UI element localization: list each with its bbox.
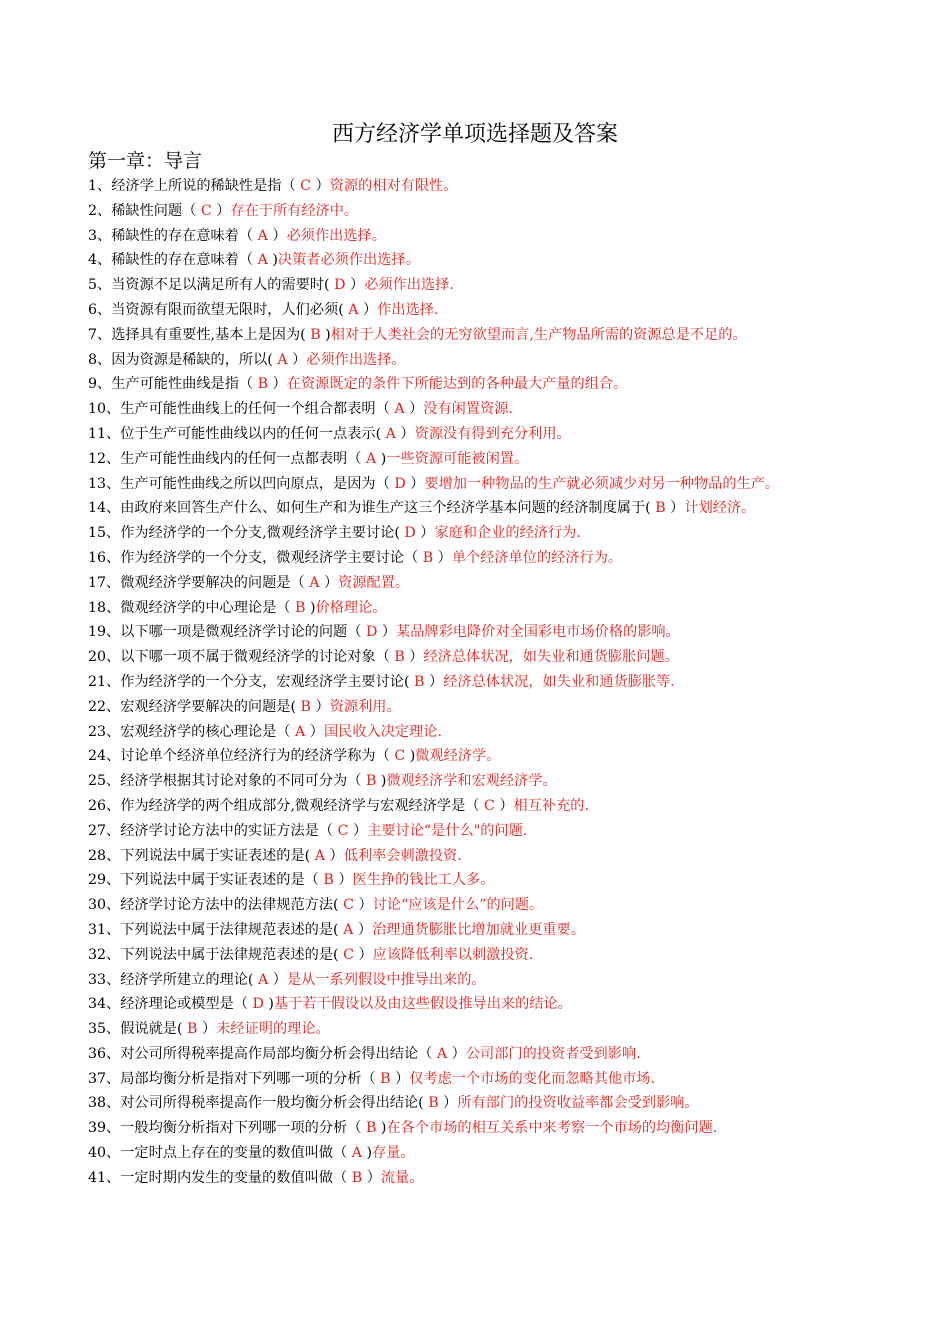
question-item xyxy=(88,571,884,596)
answer-text: 单个经济单位的经济行为。 xyxy=(451,549,623,566)
question-stem: 18、微观经济学的中心理论是（ xyxy=(88,599,291,616)
question-stem: 34、经济理论或模型是（ xyxy=(88,996,248,1013)
question-bracket: ） xyxy=(410,475,425,492)
question-stem: 4、稀缺性的存在意味着（ xyxy=(88,252,254,269)
answer-text: 家庭和企业的经济行为. xyxy=(434,525,581,542)
question-item xyxy=(88,794,884,819)
question-bracket: ） xyxy=(395,1070,410,1087)
answer-letter: C xyxy=(196,202,217,219)
question-bracket: ） xyxy=(366,1169,381,1186)
answer-text: 低利率会刺激投资. xyxy=(343,847,462,864)
answer-letter: B xyxy=(318,872,339,889)
answer-text: 基于若干假设以及由这些假设推导出来的结论。 xyxy=(273,996,572,1013)
question-item xyxy=(88,1116,884,1141)
question-bracket: ) xyxy=(272,252,278,269)
answer-letter: B xyxy=(375,1070,396,1087)
document-title: 西方经济学单项选择题及答案 xyxy=(331,122,618,147)
question-item xyxy=(88,1141,884,1166)
answer-letter: C xyxy=(333,822,353,839)
question-bracket: ） xyxy=(358,897,373,914)
question-item xyxy=(88,248,884,273)
answer-text: 价格理论。 xyxy=(315,599,387,616)
answer-letter: C xyxy=(479,797,500,814)
question-item xyxy=(88,1017,884,1042)
answer-letter: A xyxy=(361,450,381,467)
answer-letter: A xyxy=(253,971,273,988)
answer-letter: D xyxy=(247,996,269,1013)
question-bracket: ） xyxy=(443,1095,458,1112)
answer-letter: B xyxy=(361,1120,381,1137)
answer-letter: B xyxy=(423,1095,444,1112)
question-bracket: ) xyxy=(268,996,274,1013)
answer-text: 治理通货膨胀比增加就业更重要。 xyxy=(372,921,585,938)
answer-text: 相互补充的. xyxy=(513,797,589,814)
question-stem: 29、下列说法中属于实证表述的是（ xyxy=(88,872,319,889)
answer-text: 讨论“应该是什么”的问题。 xyxy=(372,897,544,914)
answer-letter: C xyxy=(389,748,410,765)
question-stem: 13、生产可能性曲线之所以凹向原点，是因为（ xyxy=(88,475,390,492)
answer-text: 资源配置。 xyxy=(338,574,410,591)
answer-text: 主要讨论“是什么"的问题. xyxy=(367,822,528,839)
question-item xyxy=(88,422,884,447)
answer-text: 经济总体状况，如失业和通货膨胀问题。 xyxy=(423,649,679,666)
question-bracket: ） xyxy=(400,425,415,442)
answer-letter: B xyxy=(418,549,438,566)
question-item xyxy=(88,496,884,521)
question-item xyxy=(88,348,884,373)
question-bracket: ） xyxy=(292,351,307,368)
question-bracket: ） xyxy=(272,376,287,393)
question-bracket: ) xyxy=(409,748,416,765)
answer-letter: B xyxy=(347,1169,367,1186)
question-bracket: ） xyxy=(329,847,344,864)
question-item xyxy=(88,1166,884,1191)
question-stem: 38、对公司所得税率提高作一般均衡分析会得出结论( xyxy=(88,1095,424,1112)
question-bracket: ） xyxy=(409,401,424,418)
answer-text: 流量。 xyxy=(380,1169,424,1186)
question-stem: 1、经济学上所说的稀缺性是指（ xyxy=(88,178,296,194)
question-item xyxy=(88,1091,884,1116)
question-bracket: ) xyxy=(325,326,331,343)
answer-letter: D xyxy=(329,277,350,294)
answer-letter: C xyxy=(338,946,359,963)
answer-text: 医生挣的钱比工人多。 xyxy=(352,872,495,889)
answer-text: 必须作出选择. xyxy=(364,277,454,294)
question-bracket: ） xyxy=(309,723,324,740)
answer-letter: B xyxy=(650,500,671,517)
question-item xyxy=(88,645,884,670)
answer-letter: A xyxy=(389,401,410,418)
question-bracket: ） xyxy=(420,525,435,542)
answer-letter: A xyxy=(304,574,324,591)
answer-text: 资源利用。 xyxy=(329,698,401,715)
answer-letter: A xyxy=(290,723,310,740)
answer-letter: B xyxy=(182,1021,202,1038)
question-item xyxy=(88,868,884,893)
answer-text: 在资源既定的条件下所能达到的各种最大产量的组合。 xyxy=(286,376,628,393)
answer-text: 要增加一种物品的生产就必须减少对另一种物品的生产。 xyxy=(424,475,780,492)
question-bracket: ） xyxy=(437,549,452,566)
answer-letter: A xyxy=(432,1045,452,1062)
answer-text: 经济总体状况，如失业和通货膨胀等. xyxy=(443,673,675,690)
question-item xyxy=(88,620,884,645)
answer-letter: A xyxy=(338,921,358,938)
answer-text: 必须作出选择。 xyxy=(306,351,406,368)
answer-letter: D xyxy=(389,475,411,492)
question-bracket: ） xyxy=(499,797,514,814)
answer-text: 一些资源可能被闲置。 xyxy=(386,450,529,467)
question-bracket: ) xyxy=(380,1120,387,1137)
question-item xyxy=(88,596,884,621)
question-item xyxy=(88,769,884,794)
answer-text: 资源的相对有限性。 xyxy=(329,178,458,194)
question-bracket: ） xyxy=(451,1045,466,1062)
question-stem: 10、生产可能性曲线上的任何一个组合都表明（ xyxy=(88,401,390,418)
answer-letter: C xyxy=(295,178,316,194)
answer-letter: B xyxy=(253,376,273,393)
question-item xyxy=(88,397,884,422)
answer-letter: A xyxy=(343,301,364,318)
answer-letter: A xyxy=(253,227,273,244)
question-bracket: ） xyxy=(428,673,444,690)
question-item xyxy=(88,273,884,298)
question-bracket: ) xyxy=(309,599,316,616)
question-bracket: ) xyxy=(380,773,387,790)
question-stem: 16、作为经济学的一个分支，微观经济学主要讨论（ xyxy=(88,549,419,566)
answer-letter: B xyxy=(409,673,429,690)
question-bracket: ） xyxy=(315,698,330,715)
answer-text: 应该降低利率以刺激投资. xyxy=(372,946,534,963)
question-bracket: ） xyxy=(409,649,424,666)
question-item xyxy=(88,174,884,199)
question-stem: 2、稀缺性问题（ xyxy=(88,202,197,219)
question-stem: 35、假说就是( xyxy=(88,1021,183,1038)
question-item xyxy=(88,893,884,918)
answer-text: 微观经济学和宏观经济学。 xyxy=(386,773,557,790)
answer-letter: B xyxy=(361,773,381,790)
question-item xyxy=(88,323,884,348)
question-stem: 14、由政府来回答生产什么、如何生产和为谁生产这三个经济学基本问题的经济制度属于( xyxy=(88,500,651,517)
question-item xyxy=(88,199,884,224)
question-stem: 36、对公司所得税率提高作局部均衡分析会得出结论（ xyxy=(88,1045,433,1062)
question-bracket: ) xyxy=(366,1145,373,1162)
answer-text: 相对于人类社会的无穷欲望而言,生产物品所需的资源总是不足的。 xyxy=(330,326,747,343)
answer-text: 必须作出选择。 xyxy=(286,227,386,244)
answer-text: 计划经济。 xyxy=(684,500,756,517)
question-bracket: ） xyxy=(315,178,330,194)
question-item xyxy=(88,992,884,1017)
answer-text: 微观经济学。 xyxy=(415,748,501,765)
question-bracket: ） xyxy=(338,872,353,889)
question-stem: 21、作为经济学的一个分支，宏观经济学主要讨论( xyxy=(88,673,410,690)
answer-letter: A xyxy=(347,1145,367,1162)
question-stem: 8、因为资源是稀缺的，所以( xyxy=(88,351,273,368)
question-item xyxy=(88,1067,884,1092)
question-item xyxy=(88,546,884,571)
question-stem: 6、当资源有限而欲望无限时，人们必须( xyxy=(88,301,344,318)
question-item xyxy=(88,695,884,720)
question-stem: 30、经济学讨论方法中的法律规范方法( xyxy=(88,897,339,914)
question-stem: 11、位于生产可能性曲线以内的任何一点表示( xyxy=(88,425,382,442)
answer-text: 是从一系列假设中推导出来的。 xyxy=(286,971,486,988)
question-item xyxy=(88,447,884,472)
question-item xyxy=(88,918,884,943)
question-bracket: ） xyxy=(323,574,339,591)
question-item xyxy=(88,819,884,844)
question-stem: 26、作为经济学的两个组成部分,微观经济学与宏观经济学是（ xyxy=(88,797,480,814)
question-stem: 23、宏观经济学的核心理论是（ xyxy=(88,723,291,740)
question-stem: 22、宏观经济学要解决的问题是( xyxy=(88,698,297,715)
answer-text: 未经证明的理论。 xyxy=(216,1021,330,1038)
answer-letter: C xyxy=(338,897,359,914)
question-item xyxy=(88,844,884,869)
question-bracket: ） xyxy=(272,971,287,988)
question-stem: 17、微观经济学要解决的问题是（ xyxy=(88,574,305,591)
question-stem: 33、经济学所建立的理论( xyxy=(88,971,254,988)
answer-letter: A xyxy=(381,425,401,442)
question-stem: 37、局部均衡分析是指对下列哪一项的分析（ xyxy=(88,1070,376,1087)
question-stem: 40、一定时点上存在的变量的数值叫做（ xyxy=(88,1145,348,1162)
question-item xyxy=(88,720,884,745)
question-list xyxy=(88,174,884,1191)
question-stem: 19、以下哪一项是微观经济学讨论的问题（ xyxy=(88,624,362,641)
answer-letter: B xyxy=(305,326,326,343)
question-bracket: ） xyxy=(201,1021,217,1038)
answer-letter: D xyxy=(399,525,421,542)
answer-letter: B xyxy=(389,649,410,666)
question-stem: 27、经济学讨论方法中的实证方法是（ xyxy=(88,822,334,839)
question-item xyxy=(88,968,884,993)
question-item xyxy=(88,670,884,695)
question-bracket: ） xyxy=(216,202,231,219)
answer-letter: A xyxy=(272,351,293,368)
question-bracket: ） xyxy=(357,921,373,938)
question-bracket: ) xyxy=(380,450,387,467)
question-item xyxy=(88,1042,884,1067)
answer-letter: A xyxy=(253,252,273,269)
chapter-heading: 第一章：导言 xyxy=(88,150,203,172)
question-stem: 28、下列说法中属于实证表述的是( xyxy=(88,847,311,864)
question-stem: 15、作为经济学的一个分支,微观经济学主要讨论( xyxy=(88,525,400,542)
answer-text: 存在于所有经济中。 xyxy=(230,202,359,219)
question-stem: 5、当资源不足以满足所有人的需要时( xyxy=(88,277,330,294)
answer-letter: A xyxy=(310,847,330,864)
question-stem: 32、下列说法中属于法律规范表述的是( xyxy=(88,946,339,963)
question-item xyxy=(88,744,884,769)
question-stem: 3、稀缺性的存在意味着（ xyxy=(88,227,254,244)
question-item xyxy=(88,372,884,397)
answer-letter: B xyxy=(296,698,316,715)
question-item xyxy=(88,298,884,323)
question-item xyxy=(88,472,884,497)
question-stem: 39、一般均衡分析指对下列哪一项的分析（ xyxy=(88,1120,362,1137)
question-bracket: ） xyxy=(381,624,397,641)
question-stem: 20、以下哪一项不属于微观经济学的讨论对象（ xyxy=(88,649,390,666)
question-bracket: ） xyxy=(358,946,373,963)
answer-text: 仅考虑一个市场的变化而忽略其他市场. xyxy=(409,1070,655,1087)
question-stem: 24、讨论单个经济单位经济行为的经济学称为（ xyxy=(88,748,390,765)
question-item xyxy=(88,224,884,249)
answer-text: 决策者必须作出选择。 xyxy=(277,252,420,269)
answer-text: 没有闲置资源. xyxy=(423,401,513,418)
question-stem: 12、生产可能性曲线内的任何一点都表明（ xyxy=(88,450,362,467)
answer-text: 国民收入决定理论. xyxy=(323,723,442,740)
answer-text: 存量。 xyxy=(372,1145,415,1162)
answer-letter: D xyxy=(361,624,382,641)
question-stem: 41、一定时期内发生的变量的数值叫做（ xyxy=(88,1169,348,1186)
question-bracket: ） xyxy=(352,822,368,839)
answer-text: 资源没有得到充分利用。 xyxy=(414,425,571,442)
question-bracket: ） xyxy=(349,277,365,294)
answer-letter: B xyxy=(290,599,310,616)
question-item xyxy=(88,943,884,968)
answer-text: 公司部门的投资者受到影响. xyxy=(465,1045,641,1062)
question-bracket: ） xyxy=(363,301,378,318)
answer-text: 作出选择. xyxy=(377,301,439,318)
question-bracket: ） xyxy=(272,227,287,244)
question-item xyxy=(88,521,884,546)
question-stem: 31、下列说法中属于法律规范表述的是( xyxy=(88,921,339,938)
answer-text: 在各个市场的相互关系中来考察一个市场的均衡问题. xyxy=(386,1120,718,1137)
answer-text: 某品牌彩电降价对全国彩电市场价格的影响。 xyxy=(396,624,680,641)
question-stem: 7、选择具有重要性,基本上是因为( xyxy=(88,326,306,343)
answer-text: 所有部门的投资收益率都会受到影响。 xyxy=(457,1095,699,1112)
question-stem: 9、生产可能性曲线是指（ xyxy=(88,376,254,393)
question-bracket: ） xyxy=(670,500,685,517)
question-stem: 25、经济学根据其讨论对象的不同可分为（ xyxy=(88,773,362,790)
